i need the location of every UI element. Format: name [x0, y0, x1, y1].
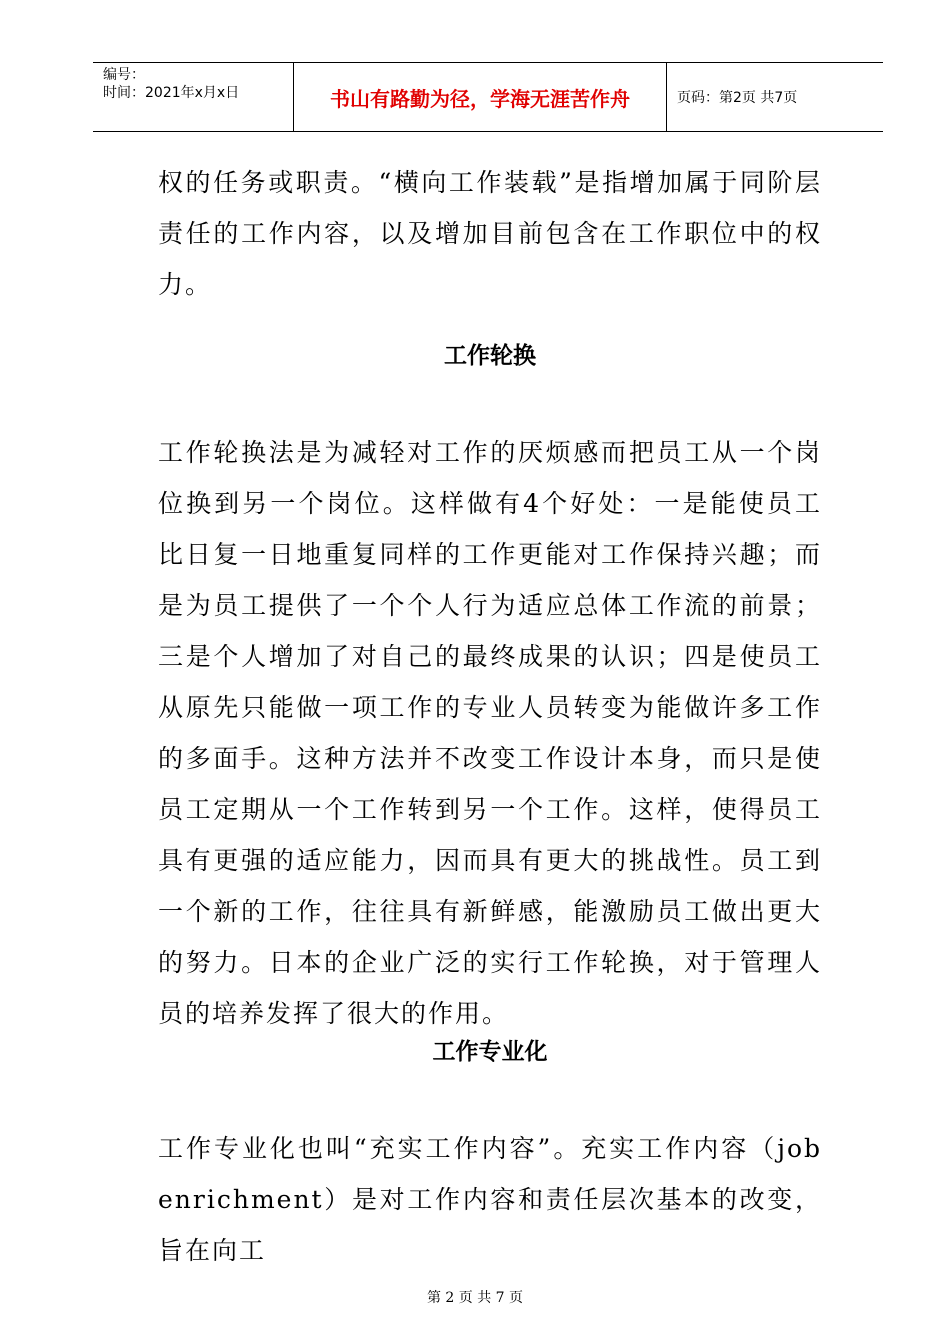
page-header [93, 62, 883, 132]
section-heading-job-specialization: 工作专业化 [432, 1039, 548, 1065]
page-footer: 第 2 页 共 7 页 [426, 1290, 524, 1306]
section-heading-job-rotation: 工作轮换 [444, 343, 536, 369]
number-label: 编号： [103, 67, 145, 83]
header-meta [93, 63, 294, 131]
time-label: 时间：2021年x月x日 [103, 85, 240, 101]
header-page-info: 页码：第2页 共7页 [677, 90, 798, 106]
header-motto: 书山有路勤为径，学海无涯苦作舟 [294, 63, 667, 131]
paragraph-2: 工作轮换法是为减轻对工作的厌烦感而把员工从一个岗位换到另一个岗位。这样做有4个好处：一是能使员工比日复一日地重复同样的工作更能对工作保持兴趣；而是为员工提供了一个个人行为适应总体工作流的前景；三是个人增加了对自己的最终成果的认识；四是使员工从原先只能做一项工作的专业人员转变为能做许多工作的多面手。这种方法并不改变工作设计本身，而只是使员工定期从一个工作转到另一个工作。这样，使得员工具有更强的适应能力，因而具有更大的挑战性。员工到一个新的工作，往往具有新鲜感，能激励员工做出更大的努力。日本的企业广泛的实行工作轮换，对于管理人员的培养发挥了很大的作用。 [158, 438, 822, 1028]
paragraph-3: 工作专业化也叫“充实工作内容”。充实工作内容（job enrichment）是对工作内容和责任层次基本的改变，旨在向工 [158, 1134, 822, 1265]
paragraph-1: 权的任务或职责。“横向工作装载”是指增加属于同阶层责任的工作内容，以及增加目前包含在工作职位中的权力。 [158, 168, 822, 299]
